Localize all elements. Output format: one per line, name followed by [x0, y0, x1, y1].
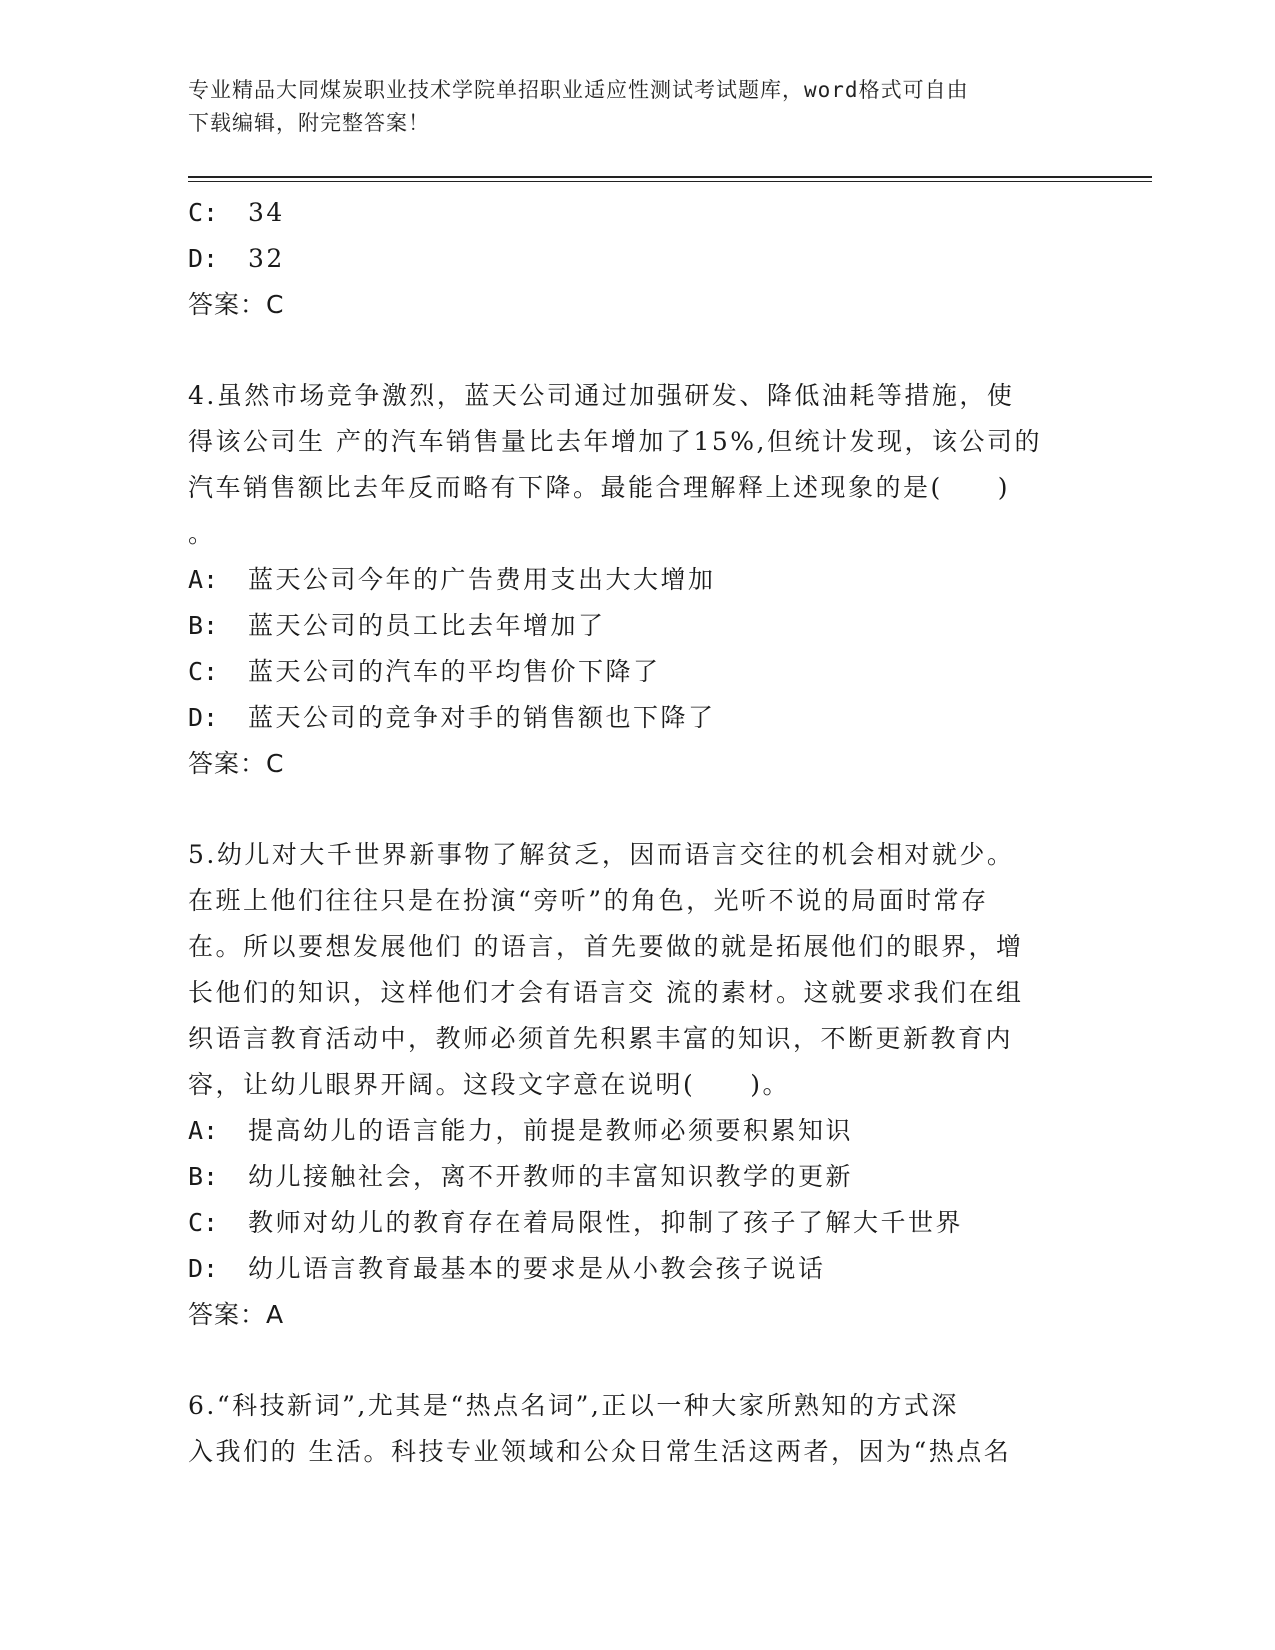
option-text: 蓝天公司的员工比去年增加了 [248, 611, 606, 640]
question-text-line: 4.虽然市场竞争激烈，蓝天公司通过加强研发、降低油耗等措施，使 [188, 381, 1015, 410]
option-text: 34 [248, 198, 285, 227]
question-text-line: 。 [188, 519, 216, 548]
option-letter: D: [188, 1254, 219, 1283]
question-text-line: 入我们的 生活。科技专业领域和公众日常生活这两者，因为“热点名 [188, 1437, 1012, 1466]
question-4 [188, 373, 1088, 787]
option-b [188, 603, 1088, 649]
option-c [188, 1200, 1088, 1246]
spacer [188, 787, 1088, 832]
question-6 [188, 1383, 1088, 1475]
question-5 [188, 832, 1088, 1338]
option-text: 幼儿语言教育最基本的要求是从小教会孩子说话 [248, 1254, 826, 1283]
question-text-line: 6.“科技新词”,尤其是“热点名词”,正以一种大家所熟知的方式深 [188, 1391, 959, 1420]
option-text: 蓝天公司的汽车的平均售价下降了 [248, 657, 661, 686]
question-text-line: 织语言教育活动中，教师必须首先积累丰富的知识，不断更新教育内 [188, 1024, 1014, 1053]
question-3-tail [188, 190, 1088, 328]
option-text: 幼儿接触社会，离不开教师的丰富知识教学的更新 [248, 1162, 854, 1191]
question-text-line: 容，让幼儿眼界开阔。这段文字意在说明( )。 [188, 1070, 791, 1099]
option-d [188, 695, 1088, 741]
option-text: 蓝天公司的竞争对手的销售额也下降了 [248, 703, 716, 732]
option-letter: A: [188, 565, 219, 594]
option-letter: B: [188, 1162, 219, 1191]
option-letter: C: [188, 657, 219, 686]
page-header [188, 74, 1068, 140]
option-letter: D: [188, 244, 219, 273]
option-letter: C: [188, 1208, 219, 1237]
option-a [188, 1108, 1088, 1154]
option-text: 教师对幼儿的教育存在着局限性，抑制了孩子了解大千世界 [248, 1208, 964, 1237]
spacer [188, 1338, 1088, 1383]
question-text-line: 长他们的知识，这样他们才会有语言交 流的素材。这就要求我们在组 [188, 978, 1024, 1007]
answer-line: 答案：C [188, 290, 285, 319]
answer-line: 答案：C [188, 749, 285, 778]
option-letter: A: [188, 1116, 219, 1145]
option-d [188, 1246, 1088, 1292]
question-text-line: 汽车销售额比去年反而略有下降。最能合理解释上述现象的是( ) [188, 473, 1011, 502]
question-text-line: 在班上他们往往只是在扮演“旁听”的角色，光听不说的局面时常存 [188, 886, 989, 915]
option-text: 32 [248, 244, 285, 273]
option-letter: B: [188, 611, 219, 640]
question-text-line: 5.幼儿对大千世界新事物了解贫乏，因而语言交往的机会相对就少。 [188, 840, 1015, 869]
option-d [188, 236, 1088, 282]
spacer [188, 328, 1088, 373]
header-line-1: 专业精品大同煤炭职业技术学院单招职业适应性测试考试题库，word格式可自由 [188, 78, 969, 102]
question-text-line: 在。所以要想发展他们 的语言，首先要做的就是拓展他们的眼界，增 [188, 932, 1024, 961]
option-letter: C: [188, 198, 219, 227]
header-rule [188, 176, 1152, 178]
answer-line: 答案：A [188, 1300, 285, 1329]
option-c [188, 649, 1088, 695]
option-text: 蓝天公司今年的广告费用支出大大增加 [248, 565, 716, 594]
question-text-line: 得该公司生 产的汽车销售量比去年增加了15%,但统计发现，该公司的 [188, 427, 1042, 456]
option-a [188, 557, 1088, 603]
option-letter: D: [188, 703, 219, 732]
option-b [188, 1154, 1088, 1200]
option-text: 提高幼儿的语言能力，前提是教师必须要积累知识 [248, 1116, 854, 1145]
header-line-2: 下载编辑，附完整答案！ [188, 111, 430, 135]
option-c [188, 190, 1088, 236]
document-body [188, 190, 1088, 1475]
header-rule-thin [188, 181, 1152, 182]
